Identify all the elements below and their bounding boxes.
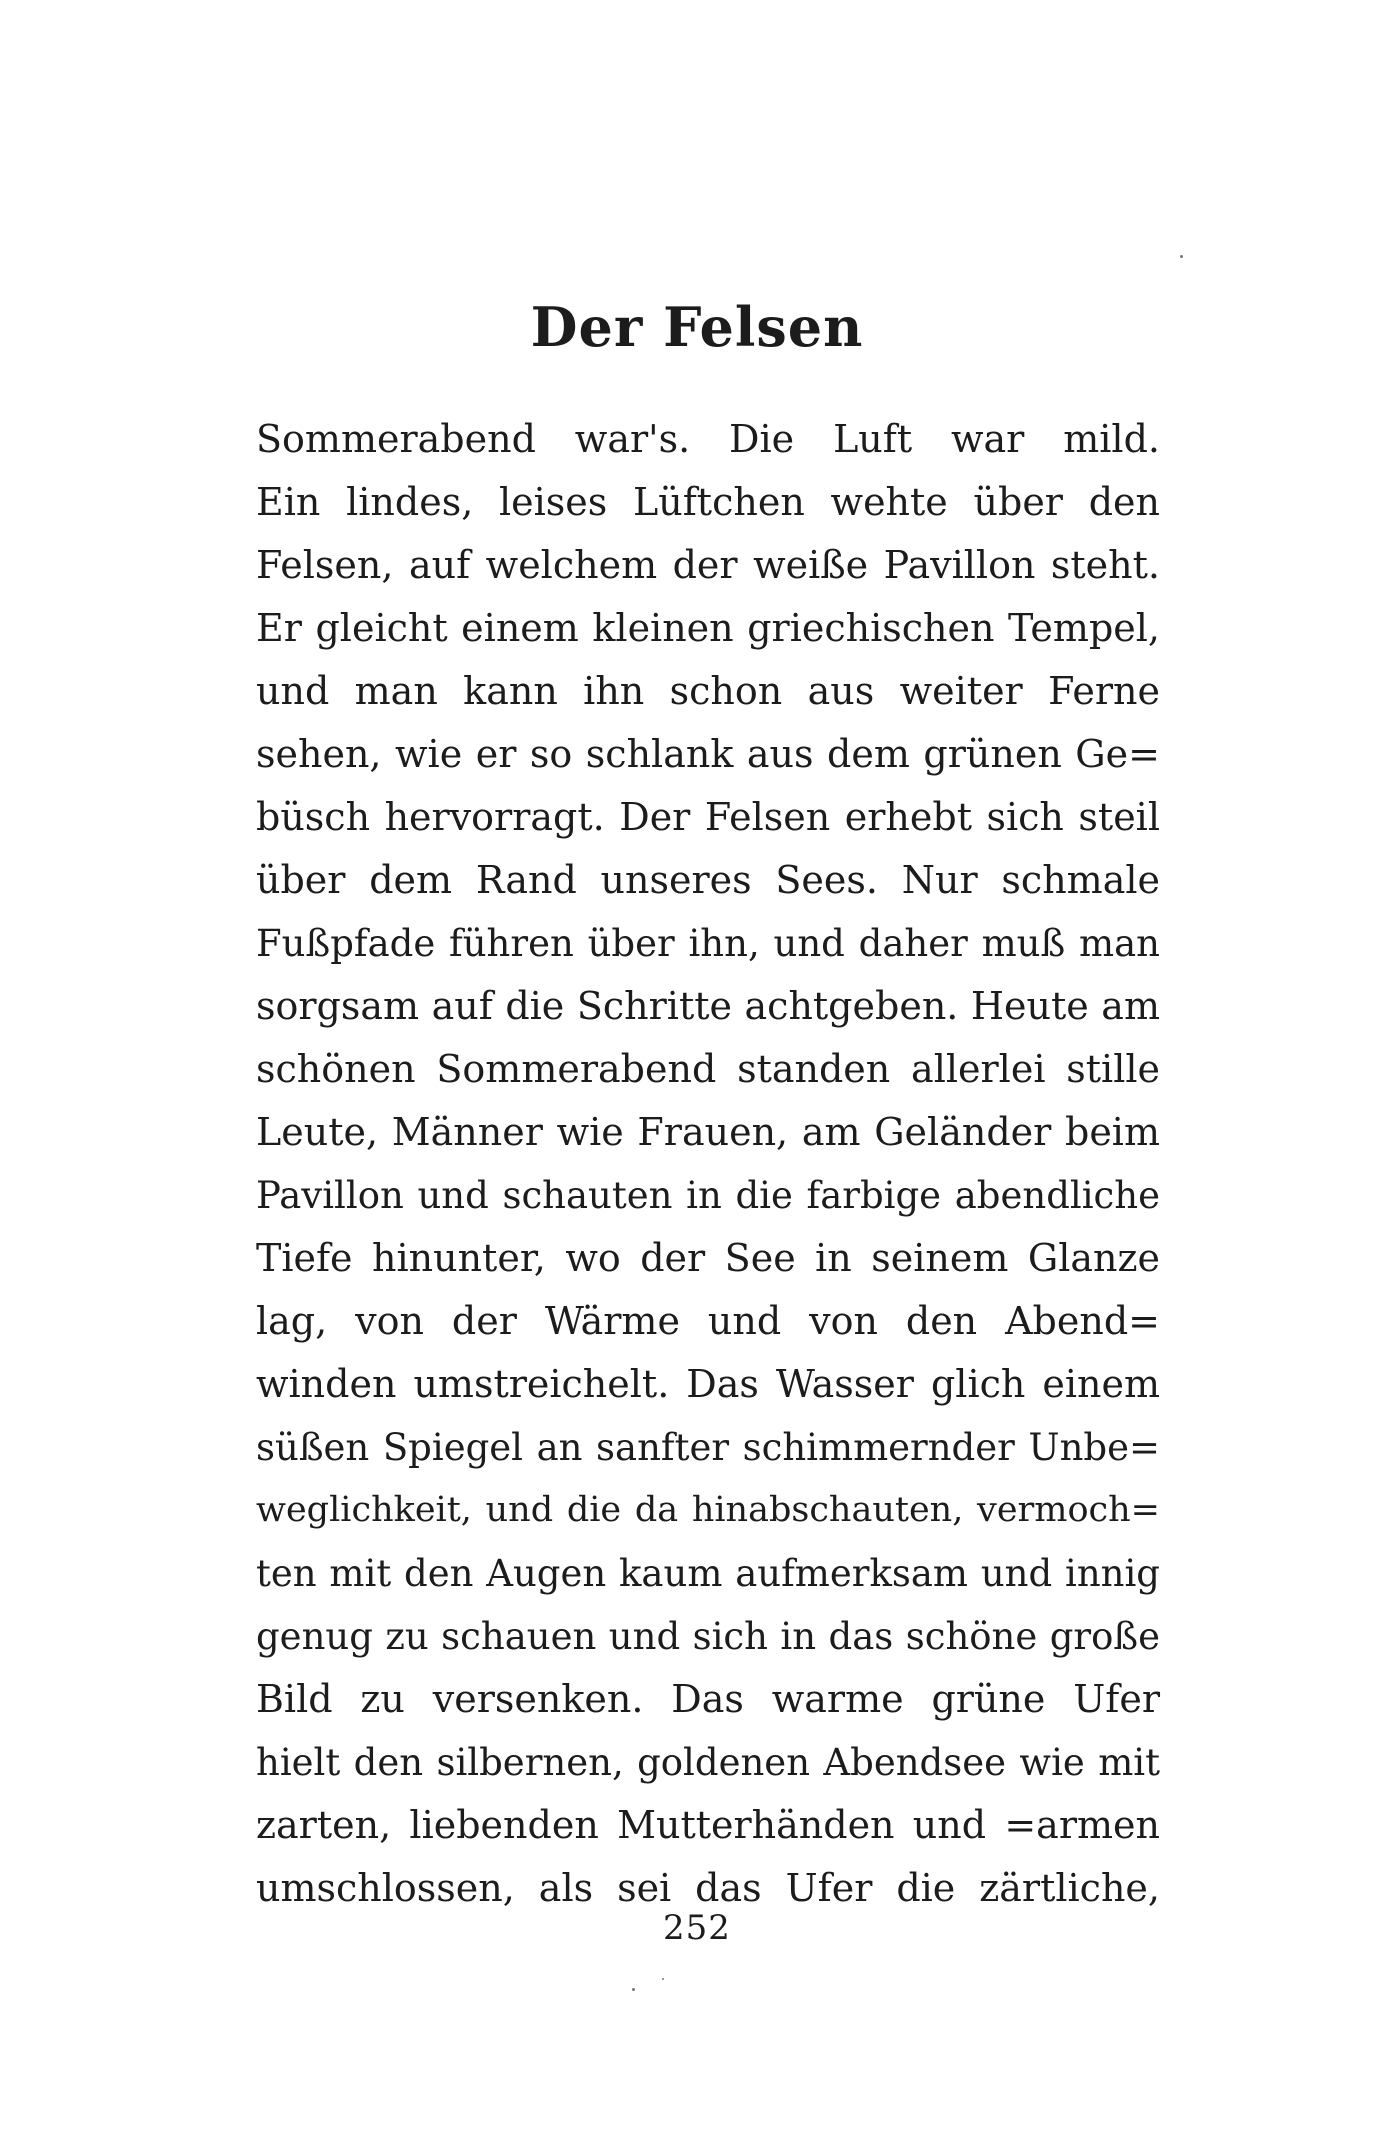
text-line: schönen Sommerabend standen allerlei stille [256, 1047, 1160, 1091]
text-line: und man kann ihn schon aus weiter Ferne [256, 669, 1160, 713]
text-line: über dem Rand unseres Sees. Nur schmale [256, 858, 1160, 902]
text-line: Bild zu versenken. Das warme grüne Ufer [256, 1677, 1160, 1721]
text-line: genug zu schauen und sich in das schöne große [256, 1615, 1160, 1658]
text-line: büsch hervorragt. Der Felsen erhebt sich steil [256, 795, 1160, 839]
text-line: Pavillon und schauten in die farbige abendliche [256, 1174, 1160, 1217]
text-line: hielt den silbernen, goldenen Abendsee wie mit [256, 1741, 1160, 1784]
text-line: sorgsam auf die Schritte achtgeben. Heute am [256, 984, 1160, 1028]
chapter-title: Der Felsen [530, 295, 864, 359]
text-line: ten mit den Augen kaum aufmerksam und innig [256, 1552, 1160, 1595]
text-line: Fußpfade führen über ihn, und daher muß man [256, 922, 1160, 965]
text-line: winden umstreichelt. Das Wasser glich einem [256, 1362, 1160, 1406]
paper-speck [1180, 255, 1183, 258]
text-line: sehen, wie er so schlank aus dem grünen Ge= [256, 732, 1160, 776]
text-line: Felsen, auf welchem der weiße Pavillon steht. [256, 543, 1160, 587]
paper-speck [632, 1988, 635, 1991]
body-text [256, 408, 1160, 1920]
paper-speck [662, 1978, 664, 1980]
page-number: 252 [663, 1908, 731, 1948]
text-line: Er gleicht einem kleinen griechischen Tempel, [256, 606, 1160, 650]
text-line: Ein lindes, leises Lüftchen wehte über den [256, 480, 1160, 524]
text-line: Sommerabend war's. Die Luft war mild. [256, 417, 1160, 461]
text-line: Leute, Männer wie Frauen, am Geländer beim [256, 1110, 1160, 1154]
text-line: lag, von der Wärme und von den Abend= [256, 1299, 1160, 1343]
text-line: weglichkeit, und die da hinabschauten, vermoch= [256, 1490, 1160, 1530]
text-line: zarten, liebenden Mutterhänden und =armen [256, 1803, 1160, 1847]
text-line: Tiefe hinunter, wo der See in seinem Glanze [256, 1236, 1160, 1280]
text-line: süßen Spiegel an sanfter schimmernder Unbe= [256, 1426, 1160, 1469]
text-line: umschlossen, als sei das Ufer die zärtliche, [256, 1866, 1160, 1910]
